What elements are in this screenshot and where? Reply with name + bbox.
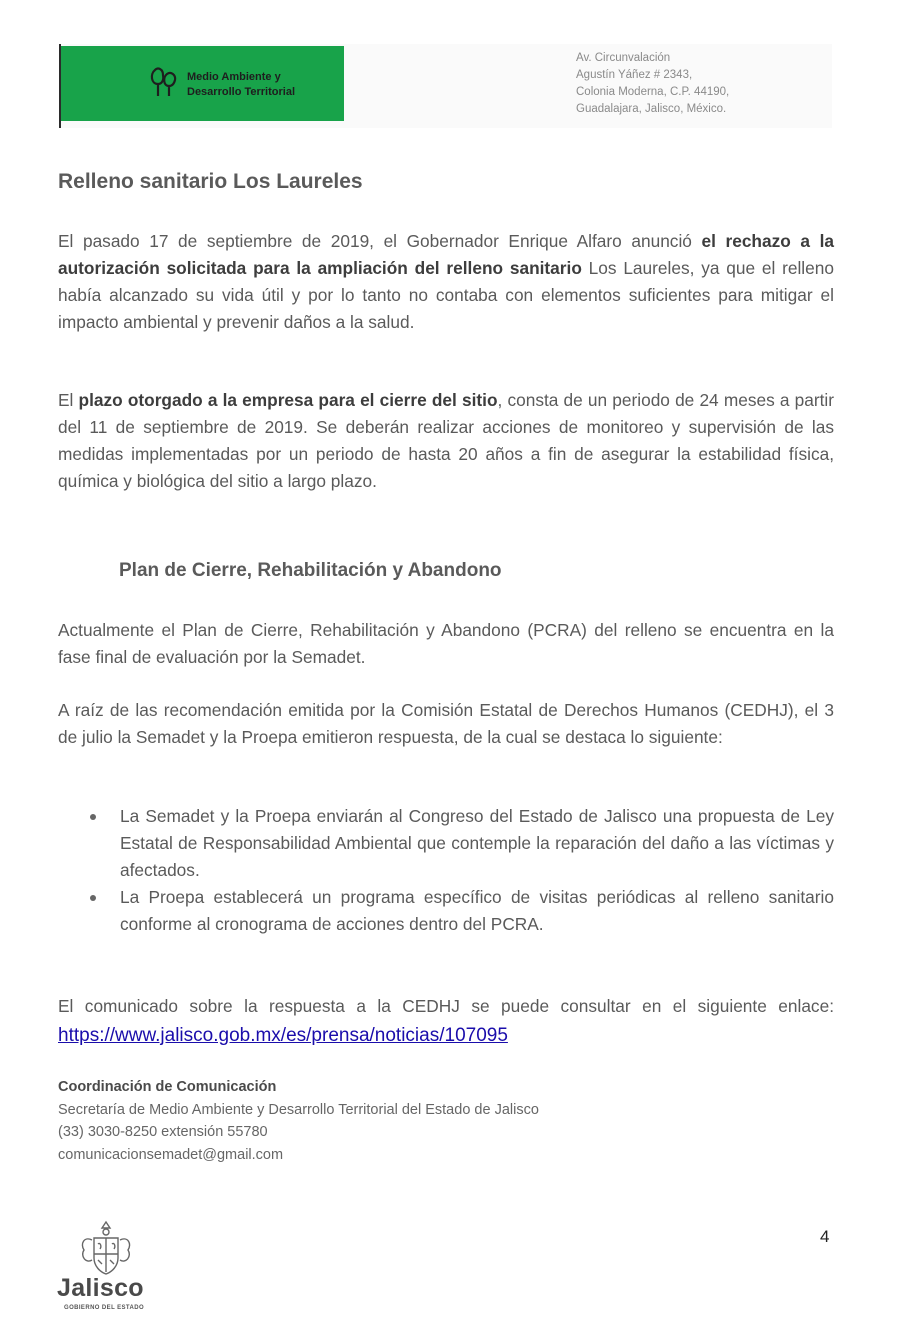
paragraph-closure-term	[58, 387, 834, 495]
contact-email: comunicacionsemadet@gmail.com	[58, 1146, 284, 1163]
address-block	[576, 50, 729, 118]
brand-banner	[61, 46, 344, 121]
jalisco-logo: Jalisco	[57, 1274, 144, 1302]
state-seal-icon	[74, 1218, 138, 1278]
list-item	[120, 884, 834, 938]
para-text: Los Laureles, ya que el relleno había alcanzado su vida útil y por lo tanto no contaba con elementos suficientes para mitigar el impacto ambiental y prevenir daños a la salud.	[58, 258, 834, 332]
contact-phone: (33) 3030-8250 extensión 55780	[58, 1124, 268, 1140]
news-link[interactable]: https://www.jalisco.gob.mx/es/prensa/noticias/107095	[58, 1025, 508, 1046]
tree-icon	[149, 66, 179, 100]
bullet-list	[120, 803, 834, 938]
contact-block	[58, 1076, 539, 1166]
address-line: Guadalajara, Jalisco, México.	[576, 103, 727, 115]
page-title: Relleno sanitario Los Laureles	[58, 170, 363, 193]
list-item-text: La Semadet y la Proepa enviarán al Congreso del Estado de Jalisco una propuesta de Ley Estatal de Responsabilidad Ambiental que contemple la reparación del daño a las víctimas y afectados.	[120, 806, 834, 880]
contact-org: Secretaría de Medio Ambiente y Desarrollo Territorial del Estado de Jalisco	[58, 1101, 539, 1118]
brand-line-1: Medio Ambiente y	[187, 71, 281, 83]
paragraph-link	[58, 992, 834, 1050]
list-item-text: La Proepa establecerá un programa específico de visitas periódicas al relleno sanitario conforme al cronograma de acciones dentro del PCRA.	[120, 887, 834, 934]
para-bold-text: el rechazo a la autorización solicitada para la ampliación del relleno sanitario	[58, 231, 834, 278]
para-text: El pasado 17 de septiembre de 2019, el Gobernador Enrique Alfaro anunció	[58, 231, 702, 251]
bullet-icon	[90, 814, 96, 820]
address-line: Agustín Yáñez # 2343,	[576, 69, 693, 81]
para-text: El	[58, 390, 79, 410]
address-line: Colonia Moderna, C.P. 44190,	[576, 86, 730, 98]
paragraph-cedhj: A raíz de las recomendación emitida por la Comisión Estatal de Derechos Humanos (CEDHJ), el 3 de julio la Semadet y la Proepa emitieron respuesta, de la cual se destaca lo siguiente:	[58, 700, 834, 747]
brand-line-2: Desarrollo Territorial	[187, 86, 295, 98]
para-text: , consta de un periodo de 24 meses a partir del 11 de septiembre de 2019. Se deberán realizar acciones de monitoreo y supervisión de las medidas implementadas por un periodo de hasta 20 años a fin de asegurar la estabilidad física, química y biológica del sitio a largo plazo.	[58, 390, 834, 491]
list-item	[120, 803, 834, 884]
paragraph-announcement	[58, 228, 834, 336]
brand-name	[187, 70, 295, 100]
contact-heading: Coordinación de Comunicación	[58, 1079, 277, 1095]
address-line: Av. Circunvalación	[576, 52, 671, 64]
jalisco-logo-subtitle: GOBIERNO DEL ESTADO	[64, 1305, 145, 1311]
page-number: 4	[820, 1227, 830, 1246]
bullet-icon	[90, 895, 96, 901]
para-bold-text: plazo otorgado a la empresa para el cierre del sitio	[78, 390, 498, 410]
section-subtitle: Plan de Cierre, Rehabilitación y Abandono	[119, 560, 502, 581]
paragraph-pcra: Actualmente el Plan de Cierre, Rehabilitación y Abandono (PCRA) del relleno se encuentra en la fase final de evaluación por la Semadet.	[58, 620, 834, 667]
para-text: El comunicado sobre la respuesta a la CEDHJ se puede consultar en el siguiente enlace:	[58, 996, 834, 1016]
